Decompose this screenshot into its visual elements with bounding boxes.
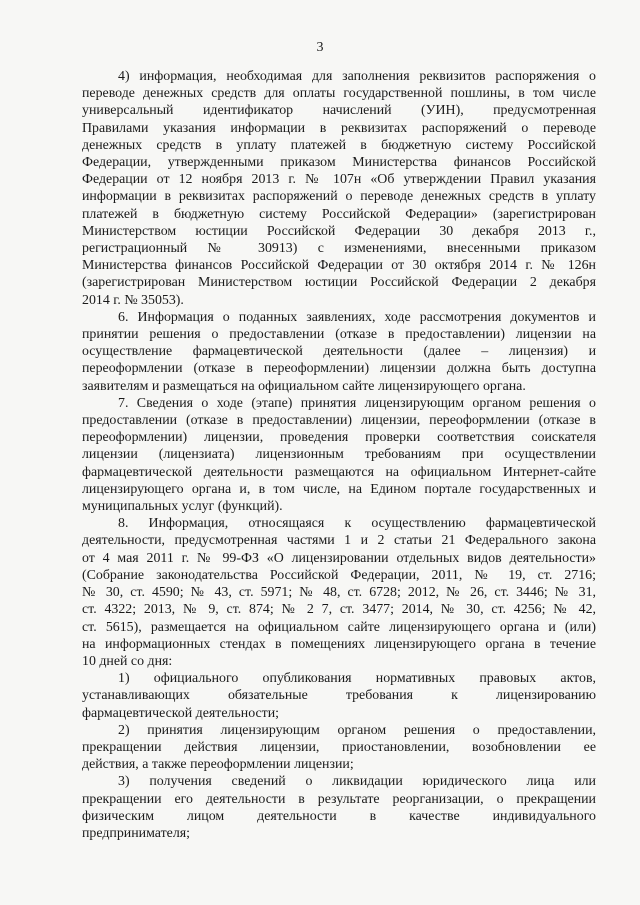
- text-line: фармацевтической деятельности;: [82, 705, 280, 721]
- text-line: на информационных стендах в помещениях лицензирующего органа в течение: [82, 636, 596, 652]
- text-line: принятии решения о предоставлении (отказе в предоставлении) лицензии на: [82, 327, 596, 343]
- text-line: 2) принятия лицензирующим органом решения о предоставлении,: [118, 722, 596, 738]
- paragraph-p6: [82, 309, 596, 395]
- text-line: заявителям и размещаться на официальном сайте лицензирующего органа.: [82, 378, 526, 394]
- text-line: осуществление фармацевтической деятельности (далее – лицензия) и: [82, 344, 596, 360]
- text-line: универсальный идентификатор начислений (УИН), предусмотренная: [82, 103, 596, 119]
- text-line: регистрационный № 30913) с изменениями, внесенными приказом: [82, 241, 596, 257]
- text-line: 7. Сведения о ходе (этапе) принятия лицензирующим органом решения о: [118, 395, 596, 411]
- text-line: действия, а также переоформлении лицензии;: [82, 757, 354, 773]
- text-line: переоформлении) лицензии, проведения проверки соответствия соискателя: [82, 430, 596, 446]
- text-line: 3) получения сведений о ликвидации юридического лица или: [118, 774, 596, 790]
- paragraph-p8_2: [82, 722, 596, 774]
- paragraph-p4: [82, 68, 596, 309]
- text-line: ст. 5615), размещается на официальном сайте лицензирующего органа и (или): [82, 619, 596, 635]
- text-line: предпринимателя;: [82, 825, 191, 841]
- paragraph-p8: [82, 515, 596, 670]
- text-line: предоставлении (отказе в предоставлении) лицензии, переоформлении (отказе в: [82, 413, 596, 429]
- text-line: муниципальных услуг (функций).: [82, 499, 283, 515]
- text-line: от 4 мая 2011 г. № 99-ФЗ «О лицензировании отдельных видов деятельности»: [82, 550, 596, 566]
- text-line: Министерством юстиции Российской Федерации 30 декабря 2013 г.,: [82, 223, 596, 239]
- text-line: 10 дней со дня:: [82, 653, 173, 669]
- text-line: прекращении его деятельности в результате реорганизации, о прекращении: [82, 791, 596, 807]
- paragraph-p8_1: [82, 670, 596, 722]
- text-line: Министерства финансов Российской Федерации от 30 октября 2014 г. № 126н: [82, 258, 596, 274]
- text-line: 4) информация, необходимая для заполнения реквизитов распоряжения о: [118, 69, 596, 84]
- text-line: платежей в бюджетную систему Российской Федерации» (зарегистрирован: [82, 206, 596, 222]
- text-line: 6. Информация о поданных заявлениях, ходе рассмотрения документов и: [118, 309, 596, 325]
- text-line: переоформлении (отказе в переоформлении) лицензии должна быть доступна: [82, 361, 596, 377]
- text-line: прекращении действия лицензии, приостановлении, возобновлении ее: [82, 739, 596, 755]
- text-line: (зарегистрирован Министерством юстиции Российской Федерации 2 декабря: [82, 275, 596, 291]
- page-number: 3: [316, 40, 324, 55]
- text-line: информации в реквизитах распоряжений о переводе денежных средств в уплату: [82, 189, 596, 205]
- text-line: 8. Информация, относящаяся к осуществлению фармацевтической: [118, 516, 596, 532]
- text-line: № 30, ст. 4590; № 43, ст. 5971; № 48, ст. 6728; 2012, № 26, ст. 3446; № 31,: [82, 585, 596, 601]
- paragraph-p8_3: [82, 773, 596, 842]
- text-line: Правилами указания информации в реквизитах распоряжений о переводе: [82, 120, 596, 136]
- text-line: Федерации, утвержденными приказом Министерства финансов Российской: [82, 155, 596, 171]
- text-line: ст. 4322; 2013, № 9, ст. 874; № 2 7, ст. 3477; 2014, № 30, ст. 4256; № 42,: [82, 602, 596, 618]
- text-line: деятельности, предусмотренная частями 1 и 2 статьи 21 Федерального закона: [82, 533, 596, 549]
- text-line: лицензии (лицензиата) лицензионным требованиям при осуществлении: [82, 447, 596, 463]
- text-line: физическим лицом деятельности в качестве индивидуального: [82, 808, 596, 824]
- text-line: переводе денежных средств для оплаты государственной пошлины, в том числе: [82, 86, 596, 102]
- document-body: [82, 68, 596, 842]
- text-line: лицензирующего органа и, в том числе, на Едином портале государственных и: [82, 481, 596, 497]
- text-line: 1) официального опубликования нормативных правовых актов,: [118, 671, 596, 687]
- text-line: устанавливающих обязательные требования к лицензированию: [82, 688, 596, 704]
- text-line: 2014 г. № 35053).: [82, 292, 184, 308]
- text-line: Федерации от 12 ноября 2013 г. № 107н «Об утверждении Правил указания: [82, 172, 596, 188]
- text-line: (Собрание законодательства Российской Федерации, 2011, № 19, ст. 2716;: [82, 567, 596, 583]
- text-line: фармацевтической деятельности размещаются на официальном Интернет-сайте: [82, 464, 596, 480]
- text-line: денежных средств в уплату платежей в бюджетную систему Российской: [82, 137, 596, 153]
- paragraph-p7: [82, 395, 596, 515]
